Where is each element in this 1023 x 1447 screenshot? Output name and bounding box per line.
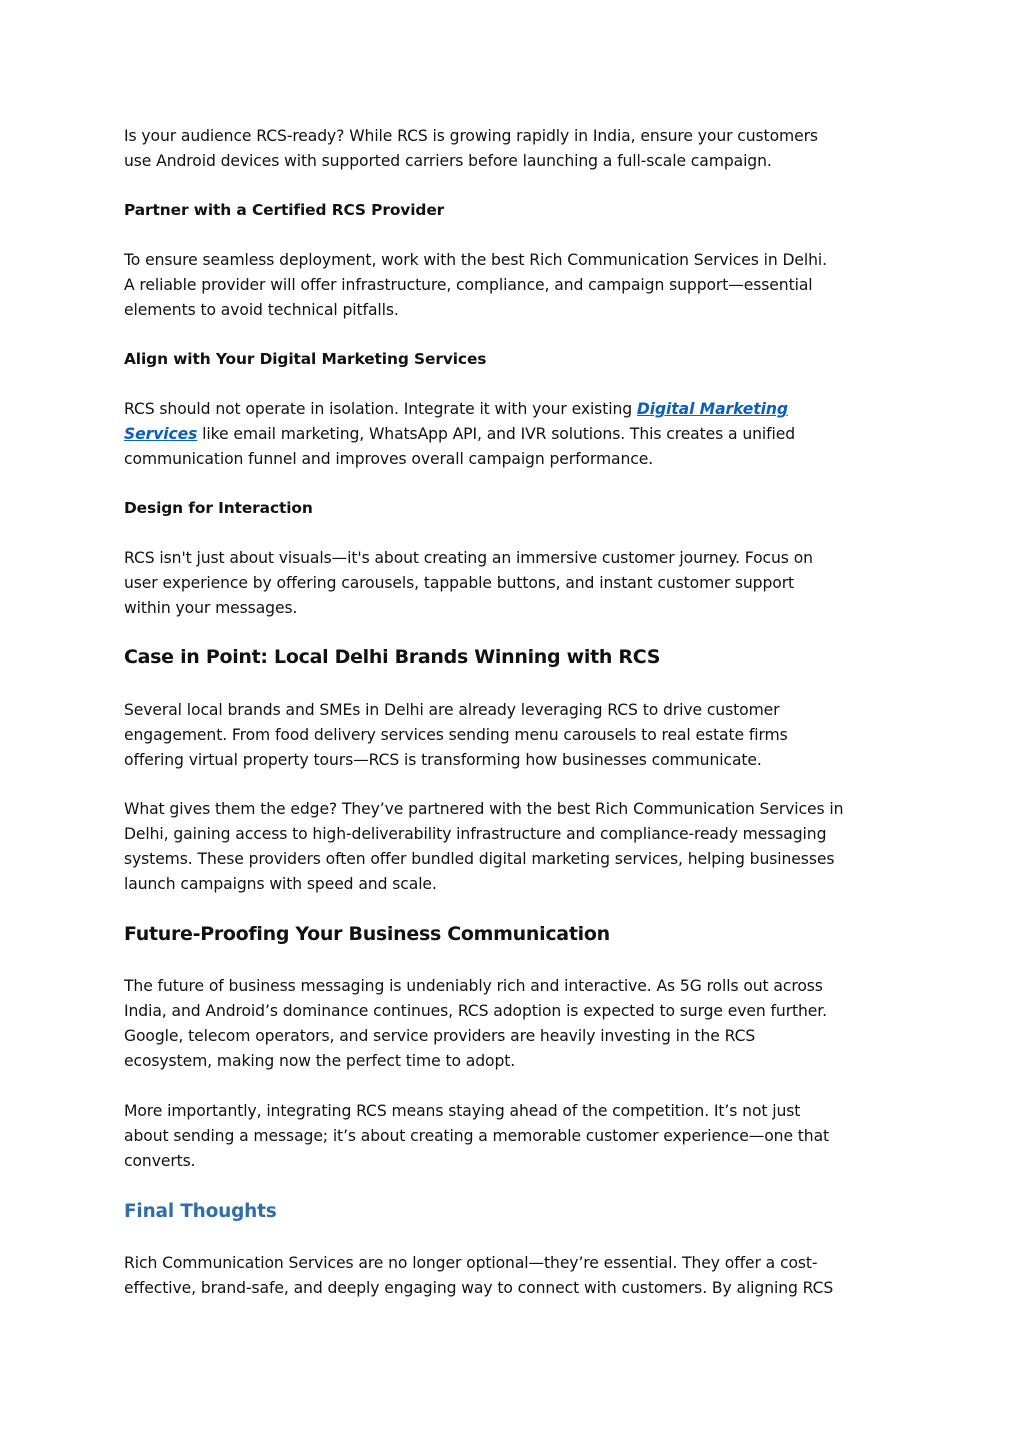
subheading-partner: Partner with a Certified RCS Provider — [124, 201, 445, 219]
paragraph-line: systems. These providers often offer bundled digital marketing services, helping businesses — [124, 850, 835, 868]
paragraph-line: launch campaigns with speed and scale. — [124, 875, 437, 893]
paragraph-line: More importantly, integrating RCS means staying ahead of the competition. It’s not just — [124, 1102, 801, 1120]
paragraph-line: Several local brands and SMEs in Delhi are already leveraging RCS to drive customer — [124, 701, 780, 719]
paragraph-line: communication funnel and improves overall campaign performance. — [124, 450, 654, 468]
paragraph-line: RCS isn't just about visuals—it's about creating an immersive customer journey. Focus on — [124, 549, 813, 567]
paragraph-line: What gives them the edge? They’ve partnered with the best Rich Communication Services in — [124, 800, 844, 818]
paragraph-line — [124, 422, 795, 447]
paragraph-line: engagement. From food delivery services sending menu carousels to real estate firms — [124, 726, 788, 744]
digital-marketing-services-link[interactable]: Digital Marketing — [636, 400, 788, 418]
paragraph-line: use Android devices with supported carriers before launching a full-scale campaign. — [124, 152, 772, 170]
heading-case-in-point: Case in Point: Local Delhi Brands Winning with RCS — [124, 646, 661, 668]
subheading-align: Align with Your Digital Marketing Services — [124, 350, 487, 368]
paragraph-line — [124, 397, 788, 422]
paragraph-line: Is your audience RCS-ready? While RCS is growing rapidly in India, ensure your customers — [124, 127, 818, 145]
heading-future-proofing: Future-Proofing Your Business Communication — [124, 923, 610, 945]
paragraph-line: converts. — [124, 1152, 196, 1170]
paragraph-line: within your messages. — [124, 599, 298, 617]
paragraph-line: India, and Android’s dominance continues, RCS adoption is expected to surge even further. — [124, 1002, 828, 1020]
paragraph-line: effective, brand-safe, and deeply engaging way to connect with customers. By aligning RCS — [124, 1279, 834, 1297]
paragraph-line: A reliable provider will offer infrastructure, compliance, and campaign support—essential — [124, 276, 813, 294]
paragraph-text: like email marketing, WhatsApp API, and IVR solutions. This creates a unified — [197, 425, 796, 443]
paragraph-line: ecosystem, making now the perfect time to adopt. — [124, 1052, 516, 1070]
paragraph-text: RCS should not operate in isolation. Integrate it with your existing — [124, 400, 637, 418]
paragraph-line: Rich Communication Services are no longer optional—they’re essential. They offer a cost- — [124, 1254, 818, 1272]
paragraph-line: The future of business messaging is undeniably rich and interactive. As 5G rolls out across — [124, 977, 823, 995]
digital-marketing-services-link-continued[interactable]: Services — [124, 425, 198, 443]
paragraph-line: user experience by offering carousels, tappable buttons, and instant customer support — [124, 574, 795, 592]
paragraph-line: Delhi, gaining access to high-deliverability infrastructure and compliance-ready messaging — [124, 825, 827, 843]
paragraph-line: To ensure seamless deployment, work with the best Rich Communication Services in Delhi. — [124, 251, 827, 269]
subheading-design: Design for Interaction — [124, 499, 313, 517]
paragraph-line: elements to avoid technical pitfalls. — [124, 301, 399, 319]
paragraph-line: about sending a message; it’s about creating a memorable customer experience—one that — [124, 1127, 830, 1145]
heading-final-thoughts: Final Thoughts — [124, 1201, 277, 1222]
paragraph-line: offering virtual property tours—RCS is transforming how businesses communicate. — [124, 751, 762, 769]
paragraph-line: Google, telecom operators, and service providers are heavily investing in the RCS — [124, 1027, 756, 1045]
